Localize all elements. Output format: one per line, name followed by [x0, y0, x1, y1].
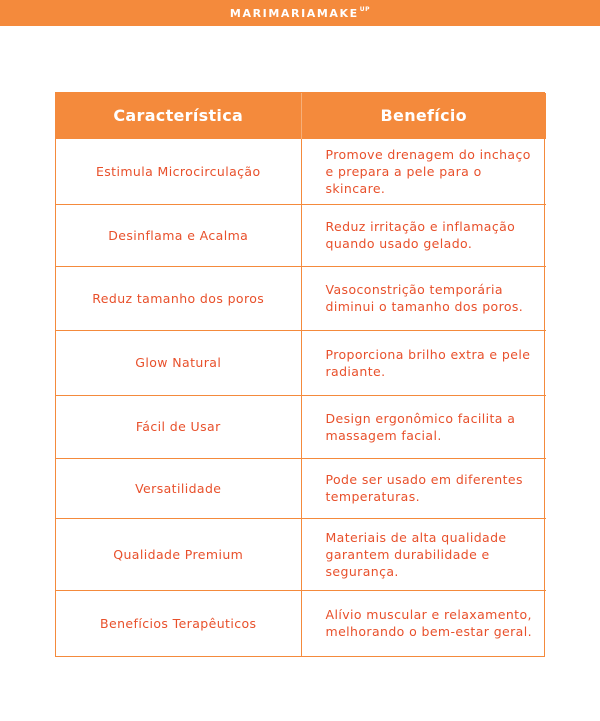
feature-cell: Benefícios Terapêuticos: [56, 590, 301, 656]
benefit-cell: Reduz irritação e inflamação quando usado gelado.: [301, 204, 546, 266]
table-row: [56, 266, 546, 330]
table-row: [56, 518, 546, 590]
benefit-cell: Materiais de alta qualidade garantem durabilidade e segurança.: [301, 518, 546, 590]
feature-cell: Qualidade Premium: [56, 518, 301, 590]
brand-header-bar: [0, 0, 600, 26]
benefit-cell: Design ergonômico facilita a massagem facial.: [301, 395, 546, 458]
brand-logo: [230, 7, 370, 20]
benefit-cell: Proporciona brilho extra e pele radiante.: [301, 330, 546, 395]
benefit-cell: Alívio muscular e relaxamento, melhorando o bem-estar geral.: [301, 590, 546, 656]
table-row: [56, 330, 546, 395]
brand-name: MARIMARIAMAKE: [229, 6, 359, 20]
feature-cell: Versatilidade: [56, 458, 301, 518]
feature-cell: Desinflama e Acalma: [56, 204, 301, 266]
benefit-cell: Pode ser usado em diferentes temperaturas.: [301, 458, 546, 518]
features-table: [55, 92, 545, 657]
table-header-row: [56, 93, 546, 138]
table-row: [56, 138, 546, 204]
header-feature: Característica: [56, 93, 301, 138]
header-benefit: Benefício: [301, 93, 546, 138]
feature-cell: Fácil de Usar: [56, 395, 301, 458]
benefit-cell: Vasoconstrição temporária diminui o tamanho dos poros.: [301, 266, 546, 330]
table-row: [56, 204, 546, 266]
table-row: [56, 395, 546, 458]
feature-cell: Estimula Microcirculação: [56, 138, 301, 204]
table-row: [56, 590, 546, 656]
feature-cell: Glow Natural: [56, 330, 301, 395]
benefit-cell: Promove drenagem do inchaço e prepara a pele para o skincare.: [301, 138, 546, 204]
feature-cell: Reduz tamanho dos poros: [56, 266, 301, 330]
brand-superscript: UP: [359, 5, 371, 13]
table-row: [56, 458, 546, 518]
